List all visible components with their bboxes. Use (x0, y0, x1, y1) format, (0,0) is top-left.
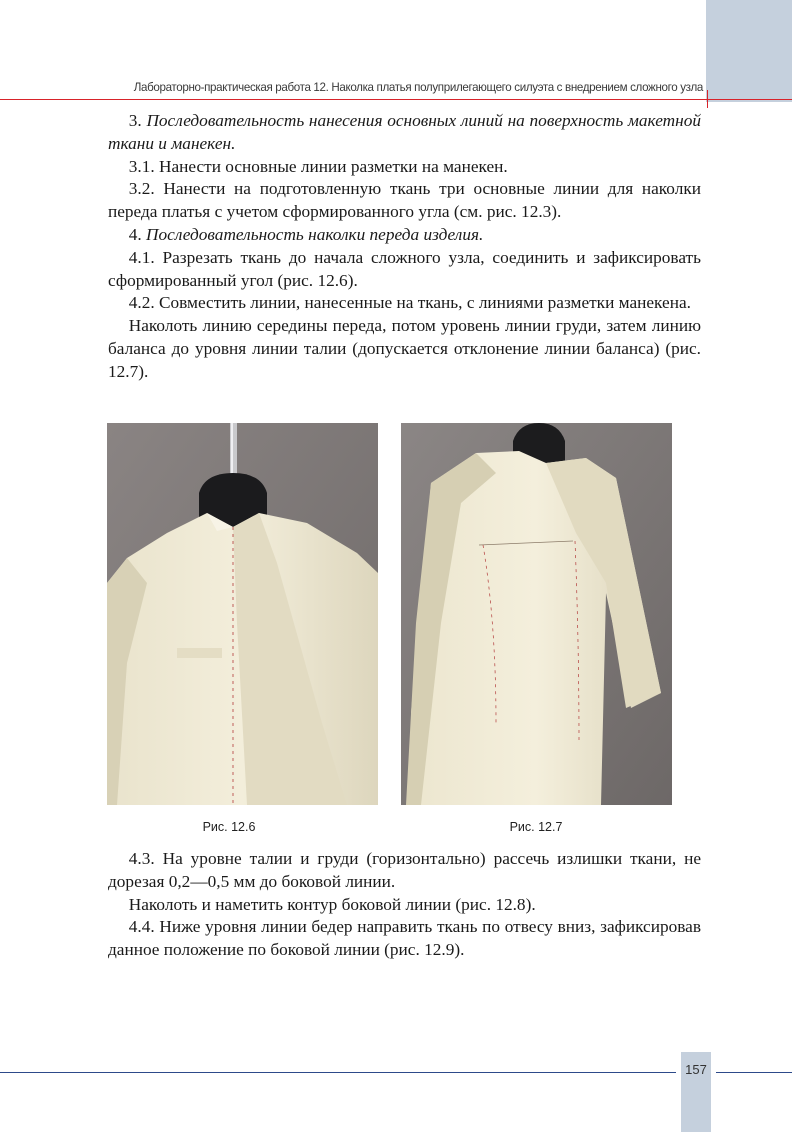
paragraph-3-2: 3.2. Нанести на подготовленную ткань три основные линии для наколки переда платья с учетом сформированного угла (см. рис. 12.3). (108, 179, 701, 222)
page-number: 157 (685, 1062, 707, 1077)
paragraph-4-2: 4.2. Совместить линии, нанесенные на ткань, с линиями разметки манекена. (128, 293, 691, 313)
paragraph-4-3b: Наколоть и наметить контур боковой линии (рис. 12.8). (128, 894, 536, 914)
figure-12-6-caption: Рис. 12.6 (202, 820, 256, 834)
section-4-heading: 4. Последовательность наколки переда изделия. (128, 224, 484, 244)
section-3-title: Последовательность нанесения основных линий на поверхность макетной ткани и манекен. (108, 111, 701, 153)
running-head: Лабораторно-практическая работа 12. Наколка платья полуприлегающего силуэта с внедрением сложного узла (133, 81, 703, 94)
paragraph-4-1: 4.1. Разрезать ткань до начала сложного узла, соединить и зафиксировать сформированный угол (рис. 12.6). (108, 247, 701, 290)
paragraph-3-1: 3.1. Нанести основные линии разметки на манекен. (128, 156, 508, 176)
corner-tab (706, 0, 792, 102)
paragraph-4-3: 4.3. На уровне талии и груди (горизонтально) рассечь излишки ткани, не дорезая 0,2—0,5 мм до боковой линии. (108, 849, 701, 891)
section-3-heading: 3. Последовательность нанесения основных линий на поверхность макетной ткани и манекен. (108, 111, 701, 153)
header-rule (0, 99, 792, 100)
figure-12-7-caption: Рис. 12.7 (509, 820, 563, 834)
figure-12-6-photo (107, 423, 378, 805)
header-tick (707, 90, 708, 108)
footer-rule-right (716, 1072, 792, 1073)
figure-12-7-photo (401, 423, 672, 805)
upper-text-block (108, 110, 701, 384)
paragraph-4-4: 4.4. Ниже уровня линии бедер направить ткань по отвесу вниз, зафиксировав данное положение по боковой линии (рис. 12.9). (108, 917, 701, 960)
footer-rule-left (0, 1072, 676, 1073)
paragraph-4-2b: Наколоть линию середины переда, потом уровень линии груди, затем линию баланса до уровня линии талии (допускается отклонение линии баланса) (рис. 12.7). (108, 316, 701, 381)
lower-text-block (108, 848, 701, 962)
section-4-title: Последовательность наколки переда изделия. (146, 224, 484, 244)
